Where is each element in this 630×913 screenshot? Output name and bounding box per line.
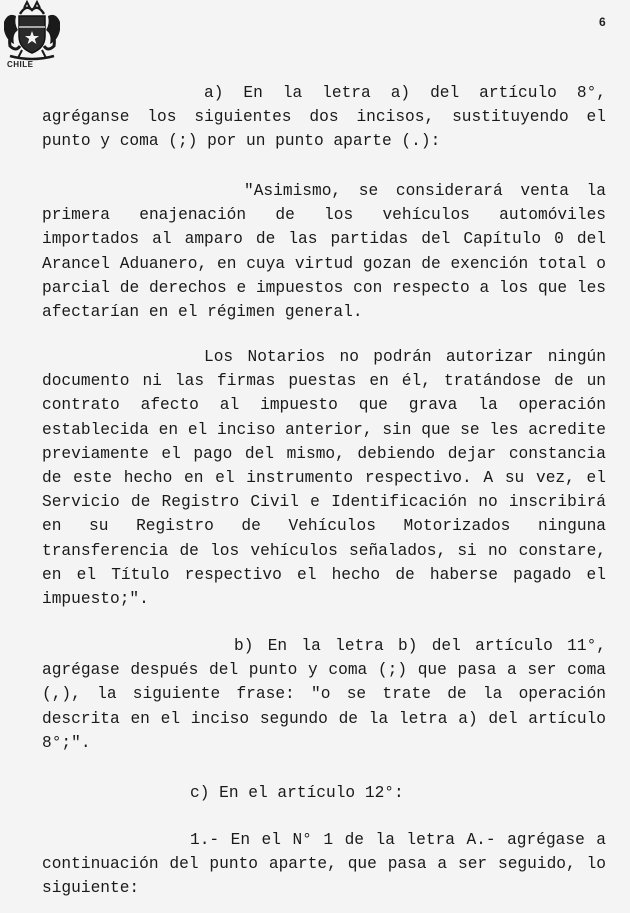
paragraph-amendment-b [42, 634, 606, 755]
page-number: 6 [599, 15, 606, 29]
paragraph-quoted-clause-2 [42, 345, 606, 611]
paragraph-text: 1.- En el N° 1 de la letra A.- agrégase a continuación del punto aparte, que pasa a ser seguido, lo siguiente: [42, 831, 606, 898]
coat-of-arms-icon [0, 0, 64, 62]
paragraph-text: b) En la letra b) del artículo 11°, agrégase después del punto y coma (;) que pasa a ser coma (,), la siguiente frase: "o se trate de la operación descrita en el inciso segundo de la letra a) del artículo 8°;". [42, 637, 606, 752]
paragraph-text: "Asimismo, se considerará venta la primera enajenación de los vehículos automóviles importados al amparo de las partidas del Capítulo 0 del Arancel Aduanero, en cuya virtud gozan de exención total o parcial de derechos e impuestos con respecto a los que les afectarían en el régimen general. [42, 182, 606, 322]
country-label: CHILE [7, 60, 34, 69]
paragraph-text: Los Notarios no podrán autorizar ningún documento ni las firmas puestas en él, tratándose de un contrato afecto al impuesto que grava la operación establecida en el inciso anterior, sin que se les acredite previamente el pago del mismo, debiendo dejar constancia de este hecho en el instrumento respectivo. A su vez, el Servicio de Registro Civil e Identificación no inscribirá en su Registro de Vehículos Motorizados ninguna transferencia de los vehículos señalados, si no constare, en el Título respectivo el hecho de haberse pagado el impuesto;". [42, 348, 606, 609]
paragraph-amendment-c [42, 781, 606, 805]
paragraph-amendment-a [42, 81, 606, 154]
paragraph-text: c) En el artículo 12°: [190, 784, 404, 802]
paragraph-quoted-clause-1 [42, 179, 606, 324]
paragraph-text: a) En la letra a) del artículo 8°, agréganse los siguientes dos incisos, sustituyendo el punto y coma (;) por un punto aparte (.): [42, 84, 606, 151]
paragraph-item-1 [42, 828, 606, 901]
